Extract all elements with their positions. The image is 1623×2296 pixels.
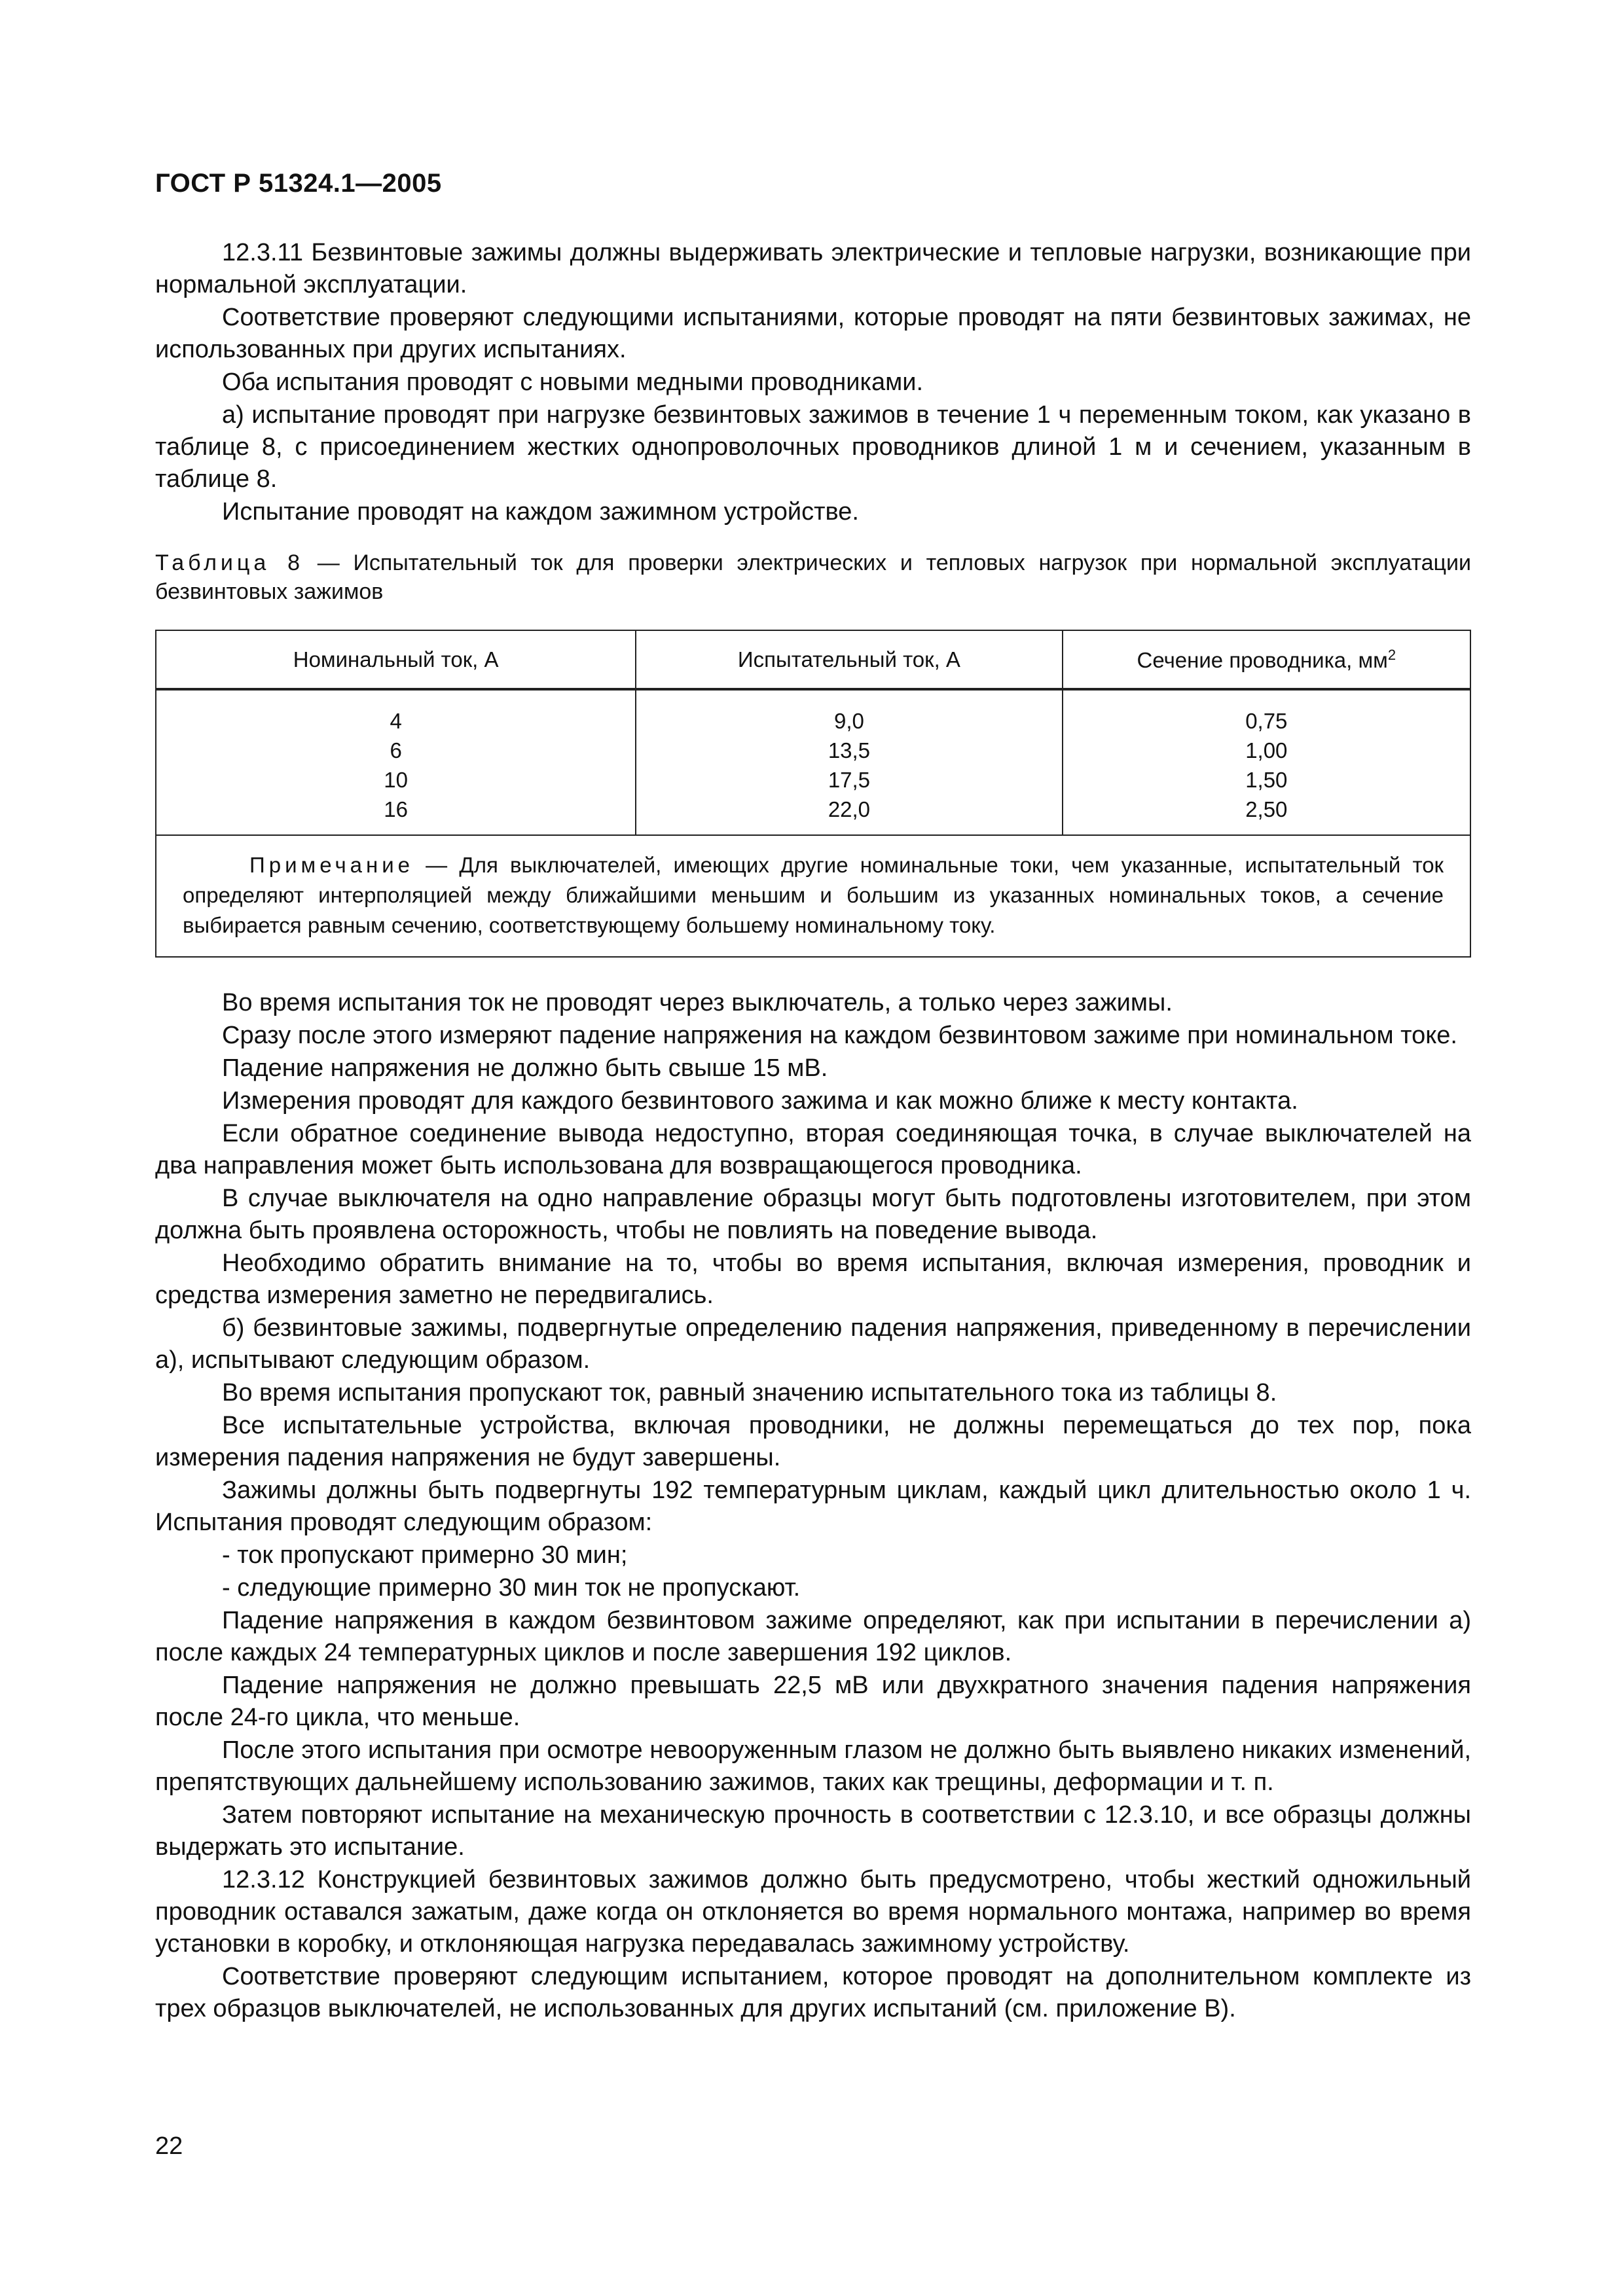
header-conductor-section-label: Сечение проводника, мм: [1137, 648, 1388, 672]
paragraph: После этого испытания при осмотре невооруженным глазом не должно быть выявлено никаких изменений, препятствующих дальнейшему использованию зажимов, таких как трещины, деформации и т. п.: [155, 1736, 1471, 1796]
table-caption: [155, 548, 1471, 606]
header-conductor-section: [1063, 630, 1470, 689]
table-note: [156, 835, 1470, 957]
paragraph: Оба испытания проводят с новыми медными проводниками.: [222, 368, 924, 396]
paragraph: Соответствие проверяют следующим испытанием, которое проводят на дополнительном комплекте из трех образцов выключателей, не использованных для других испытаний (см. приложение В).: [155, 1963, 1471, 2022]
header-test-current: Испытательный ток, А: [636, 630, 1062, 689]
test-current-column: [636, 690, 1062, 835]
paragraph: Затем повторяют испытание на механическую прочность в соответствии с 12.3.10, и все образцы должны выдержать это испытание.: [155, 1801, 1471, 1861]
paragraph: б) безвинтовые зажимы, подвергнутые определению падения напряжения, приведенному в перечислении а), испытывают следующим образом.: [155, 1314, 1471, 1374]
paragraph: Падение напряжения не должно превышать 22,5 мВ или двухкратного значения падения напряжения после 24-го цикла, что меньше.: [155, 1672, 1471, 1731]
page-number: 22: [155, 2132, 183, 2160]
nominal-current-column: [156, 690, 636, 835]
table-cell: 1,50: [1245, 768, 1288, 792]
table-cell: 17,5: [828, 768, 871, 792]
note-label: Примечание: [249, 853, 414, 877]
paragraph: Если обратное соединение вывода недоступно, вторая соединяющая точка, в случае выключателей на два направления может быть использована для возвращающегося проводника.: [155, 1120, 1471, 1179]
table-header-row: [156, 630, 1470, 689]
intro-section: [155, 237, 1471, 529]
header-nominal-current: Номинальный ток, А: [156, 630, 636, 689]
table-cell: 4: [390, 709, 402, 733]
table-caption-text: — Испытательный ток для проверки электрических и тепловых нагрузок при нормальной эксплуатации безвинтовых зажимов: [155, 550, 1471, 604]
table-cell: 2,50: [1245, 797, 1288, 821]
body-section: [155, 987, 1471, 2026]
table-8: [155, 630, 1471, 958]
paragraph: Во время испытания ток не проводят через выключатель, а только через зажимы.: [222, 989, 1173, 1016]
table-cell: 22,0: [828, 797, 871, 821]
header-superscript: 2: [1387, 647, 1396, 663]
table-cell: 13,5: [828, 738, 871, 762]
paragraph: Сразу после этого измеряют падение напряжения на каждом безвинтовом зажиме при номинальном токе.: [222, 1022, 1457, 1049]
paragraph: 12.3.12 Конструкцией безвинтовых зажимов должно быть предусмотрено, чтобы жесткий одножильный проводник оставался зажатым, даже когда он отклоняется во время нормального монтажа, например во время установки в коробку, и отклоняющая нагрузка передавалась зажимному устройству.: [155, 1866, 1471, 1958]
paragraph: Измерения проводят для каждого безвинтового зажима и как можно ближе к месту контакта.: [222, 1087, 1298, 1115]
paragraph: Все испытательные устройства, включая проводники, не должны перемещаться до тех пор, пока измерения падения напряжения не будут завершены.: [155, 1412, 1471, 1471]
conductor-section-column: [1063, 690, 1470, 835]
paragraph: Необходимо обратить внимание на то, чтобы во время испытания, включая измерения, проводник и средства измерения заметно не передвигались.: [155, 1249, 1471, 1309]
paragraph: Соответствие проверяют следующими испытаниями, которые проводят на пяти безвинтовых зажимах, не использованных при других испытаниях.: [155, 304, 1471, 363]
list-item: - ток пропускают примерно 30 мин;: [222, 1541, 628, 1569]
list-item: - следующие примерно 30 мин ток не пропускают.: [222, 1574, 801, 1602]
table-cell: 16: [384, 797, 408, 821]
table-cell: 9,0: [833, 709, 864, 733]
paragraph: В случае выключателя на одно направление образцы могут быть подготовлены изготовителем, при этом должна быть проявлена осторожность, чтобы не повлиять на поведение вывода.: [155, 1185, 1471, 1244]
paragraph: 12.3.11 Безвинтовые зажимы должны выдерживать электрические и тепловые нагрузки, возникающие при нормальной эксплуатации.: [155, 239, 1471, 298]
table-caption-label: Таблица 8: [155, 550, 304, 575]
table-data-row: [156, 690, 1470, 835]
document-header: ГОСТ Р 51324.1—2005: [155, 169, 442, 198]
paragraph: Зажимы должны быть подвергнуты 192 температурным циклам, каждый цикл длительностью около 1 ч. Испытания проводят следующим образом:: [155, 1477, 1471, 1536]
paragraph: Падение напряжения не должно быть свыше 15 мВ.: [222, 1054, 828, 1082]
table-8-wrapper: [155, 630, 1471, 958]
table-cell: 6: [390, 738, 402, 762]
note-text: — Для выключателей, имеющих другие номинальные токи, чем указанные, испытательный ток определяют интерполяцией между ближайшими меньшим и большим из указанных номинальных токов, а сечение выбирается равным сечению, соответствующему большему номинальному току.: [183, 853, 1444, 937]
table-cell: 1,00: [1245, 738, 1288, 762]
paragraph: Испытание проводят на каждом зажимном устройстве.: [222, 498, 859, 526]
paragraph: Падение напряжения в каждом безвинтовом зажиме определяют, как при испытании в перечислении а) после каждых 24 температурных циклов и после завершения 192 циклов.: [155, 1607, 1471, 1666]
table-cell: 0,75: [1245, 709, 1288, 733]
table-cell: 10: [384, 768, 408, 792]
table-note-row: [156, 835, 1470, 957]
paragraph: Во время испытания пропускают ток, равный значению испытательного тока из таблицы 8.: [222, 1379, 1277, 1407]
paragraph: а) испытание проводят при нагрузке безвинтовых зажимов в течение 1 ч переменным током, как указано в таблице 8, с присоединением жестких однопроволочных проводников длиной 1 м и сечением, указанным в таблице 8.: [155, 401, 1471, 493]
